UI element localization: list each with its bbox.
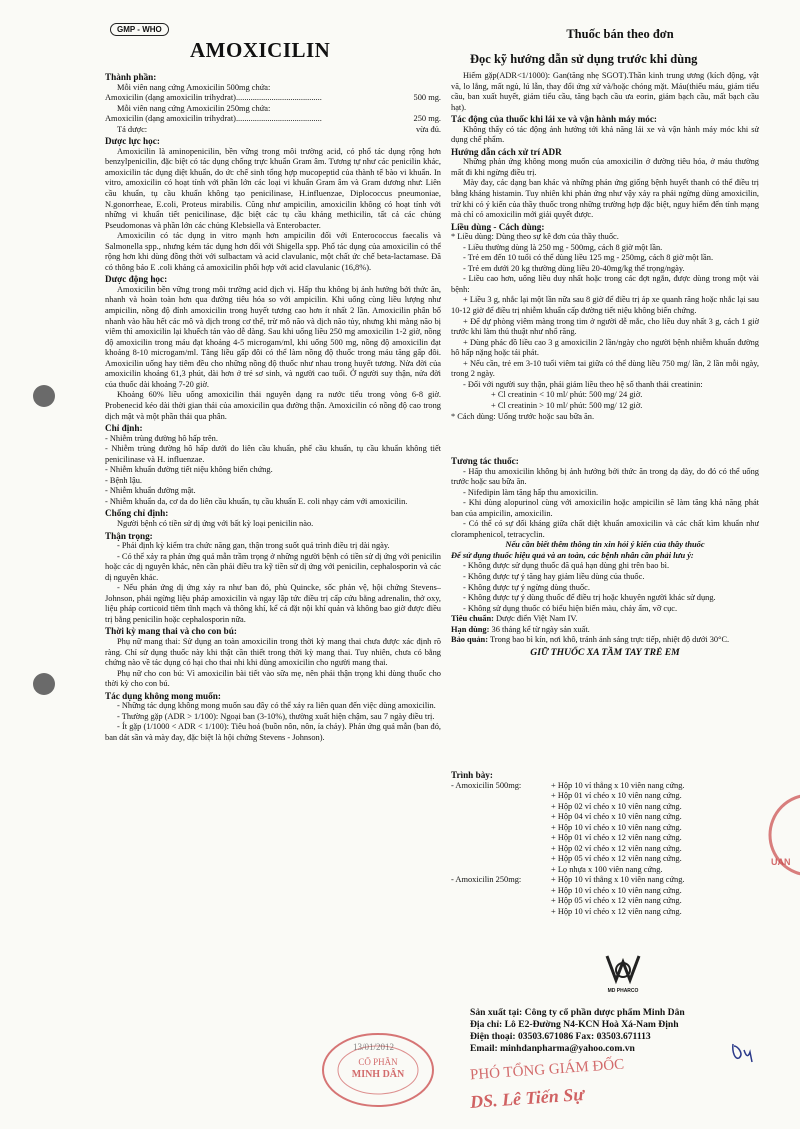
list-item: - Trẻ em đến 10 tuổi có thể dùng liều 125 mg - 250mg, cách 8 giờ một lần. <box>463 253 714 263</box>
side-seal-stamp <box>765 770 800 900</box>
presentation-section <box>451 770 771 917</box>
signatory-title: PHÓ TỔNG GIÁM ĐỐC <box>469 1056 625 1084</box>
list-item: * Liều dùng: Dùng theo sự kê đơn của thầy thuốc. <box>451 232 619 242</box>
paragraph: - Những tác dụng không mong muốn sau đây có thể xảy ra liên quan đến việc dùng amoxicilin. <box>117 701 436 711</box>
dose-line: Amoxicilin (dạng amoxicilin trihydrat)......................................... 250 mg. <box>105 114 441 124</box>
paragraph: - Có thể xảy ra phản ứng quá mẫn trầm trọng ở những người bệnh có tiền sử dị ứng với penicilin hoặc các dị nguyên khác, nên cần phải điều tra kỹ tiền sử dị ứng với penicilin, cephalosporin và các dị nguyên khác. <box>105 551 441 582</box>
paragraph: - Phải định kỳ kiểm tra chức năng gan, thận trong suốt quá trình điều trị dài ngày. <box>117 541 390 551</box>
text-line: Mỗi viên nang cứng Amoxicilin 500mg chứa: <box>117 82 271 92</box>
address-line: Địa chỉ: Lô E2-Đường N4-KCN Hoà Xá-Nam Định <box>470 1019 679 1030</box>
section-heading: Thành phần: <box>105 72 157 82</box>
pack-item: + Hộp 05 vỉ chéo x 12 viên nang cứng. <box>551 854 682 863</box>
list-item: - Liều cao hơn, uống liều duy nhất hoặc trong các đợt ngắn, được dùng trong một vài bệnh: <box>451 274 759 294</box>
paragraph: Amoxicilin có tác dụng in vitro mạnh hơn ampicilin đối với Enterococcus faecalis và Salmonella spp., nhưng kém tác dụng hơn đối với Shigella spp. Phổ tác dụng của amoxicilin có thể rộng hơn khi dùng đồng thời với sulbactam và acid clavulanic, một chất ức chế beta-lactamase. Đã có thông báo E .coli kháng cả amoxicilin phối hợp với acid clavulanic (16,8%). <box>105 231 441 272</box>
phone-line: Điện thoại: 03503.671086 Fax: 03503.671113 <box>470 1031 651 1042</box>
signatory-name: DS. Lê Tiến Sự <box>469 1084 585 1112</box>
company-logo-icon <box>603 948 643 988</box>
section-heading: Tác động của thuốc khi lái xe và vận hành máy móc: <box>451 114 657 125</box>
paragraph: Khoảng 60% liều uống amoxicilin thải nguyên dạng ra nước tiểu trong vòng 6-8 giờ. Probenecid kéo dài thời gian thải của amoxicilin qua đường thận. Amoxicilin có nồng độ cao trong dịch mật và một phần thải qua phân. <box>105 390 441 421</box>
list-item: + Liều 3 g, nhắc lại một lần nữa sau 8 giờ để điều trị áp xe quanh răng hoặc nhắc lại sau 10-12 giờ để điều trị nhiễm khuẩn cấp đường tiết niệu không biến chứng. <box>451 295 759 316</box>
manufacturer-line: Sản xuất tại: Công ty cổ phần dược phẩm Minh Dân <box>470 1007 685 1018</box>
paragraph: Không thấy có tác động ảnh hưởng tới khả năng lái xe và vận hành máy móc khi sử dụng chế phẩm. <box>451 124 759 145</box>
list-item: - Nhiễm khuẩn da, cơ da do liên cầu khuẩn, tụ cầu khuẩn E. coli nhạy cảm với amoxicilin. <box>105 496 408 506</box>
punch-hole <box>33 673 55 695</box>
paragraph: Amoxicilin là aminopenicilin, bền vững trong môi trường acid, có phổ tác dụng rộng hơn benzylpenicilin, đặc biệt có tác dụng chống trực khuẩn Gram âm. Tương tự như các penicilin khác, amoxicilin tác dụng diệt khuẩn, do ức chế sinh tổng hợp mucopeptid của thành tế bào vi khuẩn. In vitro, amoxicilin có hoạt tính với phần lớn các loại vi khuẩn Gram âm và Gram dương như: Liên cầu khuẩn, tụ cầu khuẩn không tạo penicilinase, H.influenzae, Diplococcus pneumoniae, N.gonorrheae, E.coli, Proteus mirabilis. Cũng như ampicilin, amoxicilin không có hoạt tính với những vi khuẩn tiết penicilinase, đặc biệt các tụ cầu kháng methicilin, tất cả các chủng Pseudomonas và phần lớn các chủng Klebsiella và Enterobacter. <box>105 146 441 230</box>
list-item: + Cl creatinin > 10 ml/ phút: 500 mg/ 12 giờ. <box>491 400 643 410</box>
list-item: + Nếu cần, trẻ em 3-10 tuổi viêm tai giữa có thể dùng liều 750 mg/ lần, 2 lần mỗi ngày, trong 2 ngày. <box>451 358 759 379</box>
list-item: + Dùng phác đồ liều cao 3 g amoxicilin 2 lần/ngày cho người bệnh nhiễm khuẩn đường hô hấp nặng hoặc tái phát. <box>451 337 759 358</box>
pack-item: + Hộp 10 vỉ thẳng x 10 viên nang cứng. <box>551 875 685 884</box>
pack-item: + Hộp 01 vỉ chéo x 12 viên nang cứng. <box>551 833 682 842</box>
svg-text:UAN: UAN <box>771 857 791 867</box>
list-item: - Không được tự ý ngừng dùng thuốc. <box>463 582 590 592</box>
section-heading: Tác dụng không mong muốn: <box>105 690 221 701</box>
list-item: - Nhiễm khuẩn đường tiết niệu không biến chứng. <box>105 465 273 475</box>
paragraph: Mày đay, các dạng ban khác và những phản ứng giống bệnh huyết thanh có thể điều trị bằng kháng histamin. Tuy nhiên khi phản ứng như vậy xảy ra phải ngừng dùng amoxicilin, trừ khi có ý kiến của thầy thuốc trong những trường hợp đặc biệt, nguy hiểm đến tính mạng mà chỉ có amoxicilin mới giải quyết được. <box>451 178 759 220</box>
pack-item: + Lọ nhựa x 100 viên nang cứng. <box>551 864 663 874</box>
list-item: - Nifedipin làm tăng hấp thu amoxicilin. <box>463 487 599 497</box>
section-heading: Liều dùng - Cách dùng: <box>451 221 545 232</box>
company-seal-stamp <box>318 1030 438 1110</box>
list-item: - Bệnh lậu. <box>105 475 142 485</box>
paragraph: Amoxicilin bền vững trong môi trường acid dịch vị. Hấp thu không bị ảnh hưởng bởi thức ăn, nhanh và hoàn toàn hơn qua đường tiêu hóa so với ampicilin. Khi uống cùng liều lượng như ampicilin, nồng độ đỉnh amoxicilin trong huyết tương cao hơn ít nhất 2 lần. Amoxicilin phân bố nhanh vào hầu hết các mô và dịch trong cơ thể, trừ mô não và dịch não tủy, nhưng khi màng não bị viêm thì amoxicilin lại khuếch tán vào dễ dàng. Sau khi uống liều 250 mg amoxicilin 1-2 giờ, nồng độ amoxicilin trong máu đạt khoảng 4-5 microgam/ml, khi uống 500 mg, nồng độ amoxicilin đạt khoảng 8-10 microgam/ml. Tăng liều gấp đôi có thể làm nồng độ thuốc trong máu tăng gấp đôi. Amoxicilin uống hay tiêm đều cho những nồng độ thuốc như nhau trong huyết tương. Nửa đời của amoxicilin khoảng 61,3 phút, dài hơn ở trẻ sơ sinh, và người cao tuổi. Ở người suy thận, nửa đời của thuốc dài khoảng 7-20 giờ. <box>105 284 441 389</box>
svg-text:13/01/2012: 13/01/2012 <box>353 1042 395 1052</box>
section-heading: Trình bày: <box>451 770 493 780</box>
pack-item: + Hộp 10 vỉ chéo x 10 viên nang cứng. <box>551 885 682 895</box>
section-heading: Hướng dẫn cách xử trí ADR <box>451 146 562 157</box>
list-item: - Nhiễm trùng đường hô hấp dưới do liên cầu khuẩn, phế cầu khuẩn, tụ cầu khuẩn không tiết penicilinase và H. influenzae. <box>105 444 441 464</box>
list-item: - Liều thường dùng là 250 mg - 500mg, cách 8 giờ một lần. <box>463 242 663 252</box>
excipient-line: Tá dược: vừa đủ. <box>117 124 441 134</box>
prescription-note: Thuốc bán theo đơn <box>566 27 674 41</box>
section-heading: Thận trọng: <box>105 530 153 541</box>
pack-item: + Hộp 01 vỉ chéo x 10 viên nang cứng. <box>551 791 682 800</box>
gmp-badge: GMP - WHO <box>110 23 169 36</box>
pack-item: + Hộp 05 vỉ chéo x 12 viên nang cứng. <box>551 896 682 905</box>
pack-item: + Hộp 04 vỉ chéo x 10 viên nang cứng. <box>551 812 682 821</box>
paragraph: Những phản ứng không mong muốn của amoxicilin ở đường tiêu hóa, ở máu thường mất đi khi ngừng điều trị. <box>451 157 759 177</box>
pack-item: + Hộp 02 vỉ chéo x 12 viên nang cứng. <box>551 843 682 853</box>
list-item: - Không được tự ý dùng thuốc để điều trị hoặc khuyên người khác sử dụng. <box>463 593 716 603</box>
manufacturer-info <box>470 1007 770 1055</box>
punch-hole <box>33 385 55 407</box>
expiry-line: Hạn dùng: 36 tháng kể từ ngày sản xuất. <box>451 624 590 634</box>
dose-line: Amoxicilin (dạng amoxicilin trihydrat)......................................... 500 mg. <box>105 93 441 103</box>
section-heading: Thời kỳ mang thai và cho con bú: <box>105 626 237 637</box>
list-item: - Khi dùng alopurinol cùng với amoxicilin hoặc ampicilin sẽ làm tăng khả năng phát ban của ampicilin, amoxicilin. <box>451 498 759 518</box>
storage-line: Bảo quản: Trong bao bì kín, nơi khô, tránh ánh sáng trực tiếp, nhiệt độ dưới 30°C. <box>451 635 730 645</box>
svg-text:MINH DÂN: MINH DÂN <box>351 1069 405 1080</box>
section-heading: Chỉ định: <box>105 423 143 434</box>
pack-group-250 <box>451 875 771 917</box>
list-item: - Không sử dụng thuốc có biểu hiện biến màu, chảy ẩm, vỡ cục. <box>463 603 678 613</box>
list-item: - Nhiễm khuẩn đường mật. <box>105 486 196 496</box>
list-item: - Không được sử dụng thuốc đã quá hạn dùng ghi trên bao bì. <box>463 561 670 571</box>
section-heading: Chống chỉ định: <box>105 508 169 519</box>
logo-text: MD PHARCO <box>607 988 639 994</box>
right-column <box>451 71 759 456</box>
paragraph: - Ít gặp (1/1000 < ADR < 1/100): Tiêu hoá (buồn nôn, nôn, ỉa chảy). Phản ứng quá mẫn (ban đỏ, ban dát sần và mày đay, đặc biệt là hội chứng Stevens - Johnson). <box>105 722 441 742</box>
section-heading: Dược lực học: <box>105 136 160 147</box>
paragraph: - Nếu phản ứng dị ứng xảy ra như ban đỏ, phù Quincke, sốc phản vệ, hội chứng Stevens–Johnson, phải ngừng liệu pháp amoxicilin và ngay lập tức điều trị cấp cứu bằng adrenalin, thở oxy, liệu pháp corticoid tiêm tĩnh mạch và thông khí, kể cả đặt nội khí quản và không bao giờ được điều trị bằng penicilin hoặc cephalosporin nữa. <box>105 583 441 624</box>
section-heading: Tương tác thuốc: <box>451 456 519 466</box>
drug-title: AMOXICILIN <box>190 38 331 62</box>
pack-list <box>551 781 771 876</box>
left-column <box>105 71 441 1031</box>
list-item: + Cl creatinin < 10 ml/ phút: 500 mg/ 24 giờ. <box>491 390 643 400</box>
pack-group-500 <box>451 781 771 876</box>
standard-line: Tiêu chuẩn: Dược điển Việt Nam IV. <box>451 614 578 624</box>
paragraph: Hiếm gặp(ADR<1/1000): Gan(tăng nhẹ SGOT).Thần kinh trung ương (kích động, vật vã, lo lắng, mất ngủ, lú lẫn, thay đổi ứng xử và/hoặc chóng mặt. Máu(thiếu máu, giảm tiểu cầu, ban xuất huyết, giảm tiểu cầu, tăng bạch cầu ưa eorin, giảm bạch cầu, mất bạch cầu hạt). <box>451 71 759 112</box>
list-item: - Hấp thu amoxicilin không bị ảnh hưởng bởi thức ăn trong dạ dày, do đó có thể uống trước hoặc sau bữa ăn. <box>451 466 759 487</box>
pack-name: - Amoxicilin 250mg: <box>451 875 522 884</box>
pack-item: + Hộp 10 vỉ chéo x 12 viên nang cứng. <box>551 906 682 916</box>
paragraph: Phụ nữ mang thai: Sử dụng an toàn amoxicilin trong thời kỳ mang thai chưa được xác định rõ ràng. Chỉ sử dụng thuốc này khi thật cần thiết trong thời kỳ mang thai. Tuy nhiên, chưa có bằng chứng nào về tác dụng có hại cho thai nhi khi dùng amoxicilin cho người mang thai. <box>105 636 441 668</box>
text-line: Mỗi viên nang cứng Amoxicilin 250mg chứa: <box>117 103 271 113</box>
list-item: - Nhiễm trùng đường hô hấp trên. <box>105 433 218 443</box>
svg-text:CỔ PHẦN: CỔ PHẦN <box>358 1057 398 1067</box>
section-heading: Dược động học: <box>105 274 168 285</box>
list-item: + Để dự phòng viêm màng trong tim ở người dễ mắc, cho liều duy nhất 3 g, cách 1 giờ trước khi làm thủ thuật như nhổ răng. <box>451 316 759 337</box>
list-item: - Không được tự ý tăng hay giảm liều dùng của thuốc. <box>463 572 645 582</box>
handwritten-initials <box>730 1040 770 1065</box>
paragraph: Người bệnh có tiền sử dị ứng với bất kỳ loại penicilin nào. <box>117 518 314 528</box>
list-item: - Trẻ em dưới 20 kg thường dùng liều 20-40mg/kg thể trọng/ngày. <box>463 263 685 273</box>
read-instructions-note: Đọc kỹ hướng dẫn sử dụng trước khi dùng <box>470 52 698 66</box>
pack-item: + Hộp 10 vỉ chéo x 10 viên nang cứng. <box>551 822 682 832</box>
safety-note: Để sử dụng thuốc hiệu quả và an toàn, các bệnh nhân cần phải lưu ý: <box>451 550 694 560</box>
keep-away-warning: GIỮ THUỐC XA TẦM TAY TRẺ EM <box>530 646 680 658</box>
consult-note: Nếu cần biết thêm thông tin xin hỏi ý kiến của thầy thuốc <box>505 540 705 550</box>
pack-item: + Hộp 02 vỉ chéo x 10 viên nang cứng. <box>551 801 682 811</box>
email-line: Email: minhdanpharma@yahoo.com.vn <box>470 1043 635 1054</box>
right-column-lower <box>451 455 759 785</box>
pack-name: - Amoxicilin 500mg: <box>451 780 522 790</box>
list-item: - Đối với người suy thận, phải giảm liều theo hệ số thanh thải creatinin: <box>463 379 703 389</box>
pack-list <box>551 875 771 917</box>
pack-item: + Hộp 10 vỉ thẳng x 10 viên nang cứng. <box>551 780 685 790</box>
list-item: * Cách dùng: Uống trước hoặc sau bữa ăn. <box>451 411 595 421</box>
paragraph: Phụ nữ cho con bú: Vì amoxicilin bài tiết vào sữa mẹ, nên phải thận trọng khi dùng thuốc cho thời kỳ cho con bú. <box>105 668 441 689</box>
paragraph: - Thường gặp (ADR > 1/100): Ngoại ban (3-10%), thường xuất hiện chậm, sau 7 ngày điều trị. <box>117 711 435 721</box>
list-item: - Có thể có sự đối kháng giữa chất diệt khuẩn amoxicilin và các chất kìm khuẩn như cloramphenicol, tetracyclin. <box>451 519 759 539</box>
